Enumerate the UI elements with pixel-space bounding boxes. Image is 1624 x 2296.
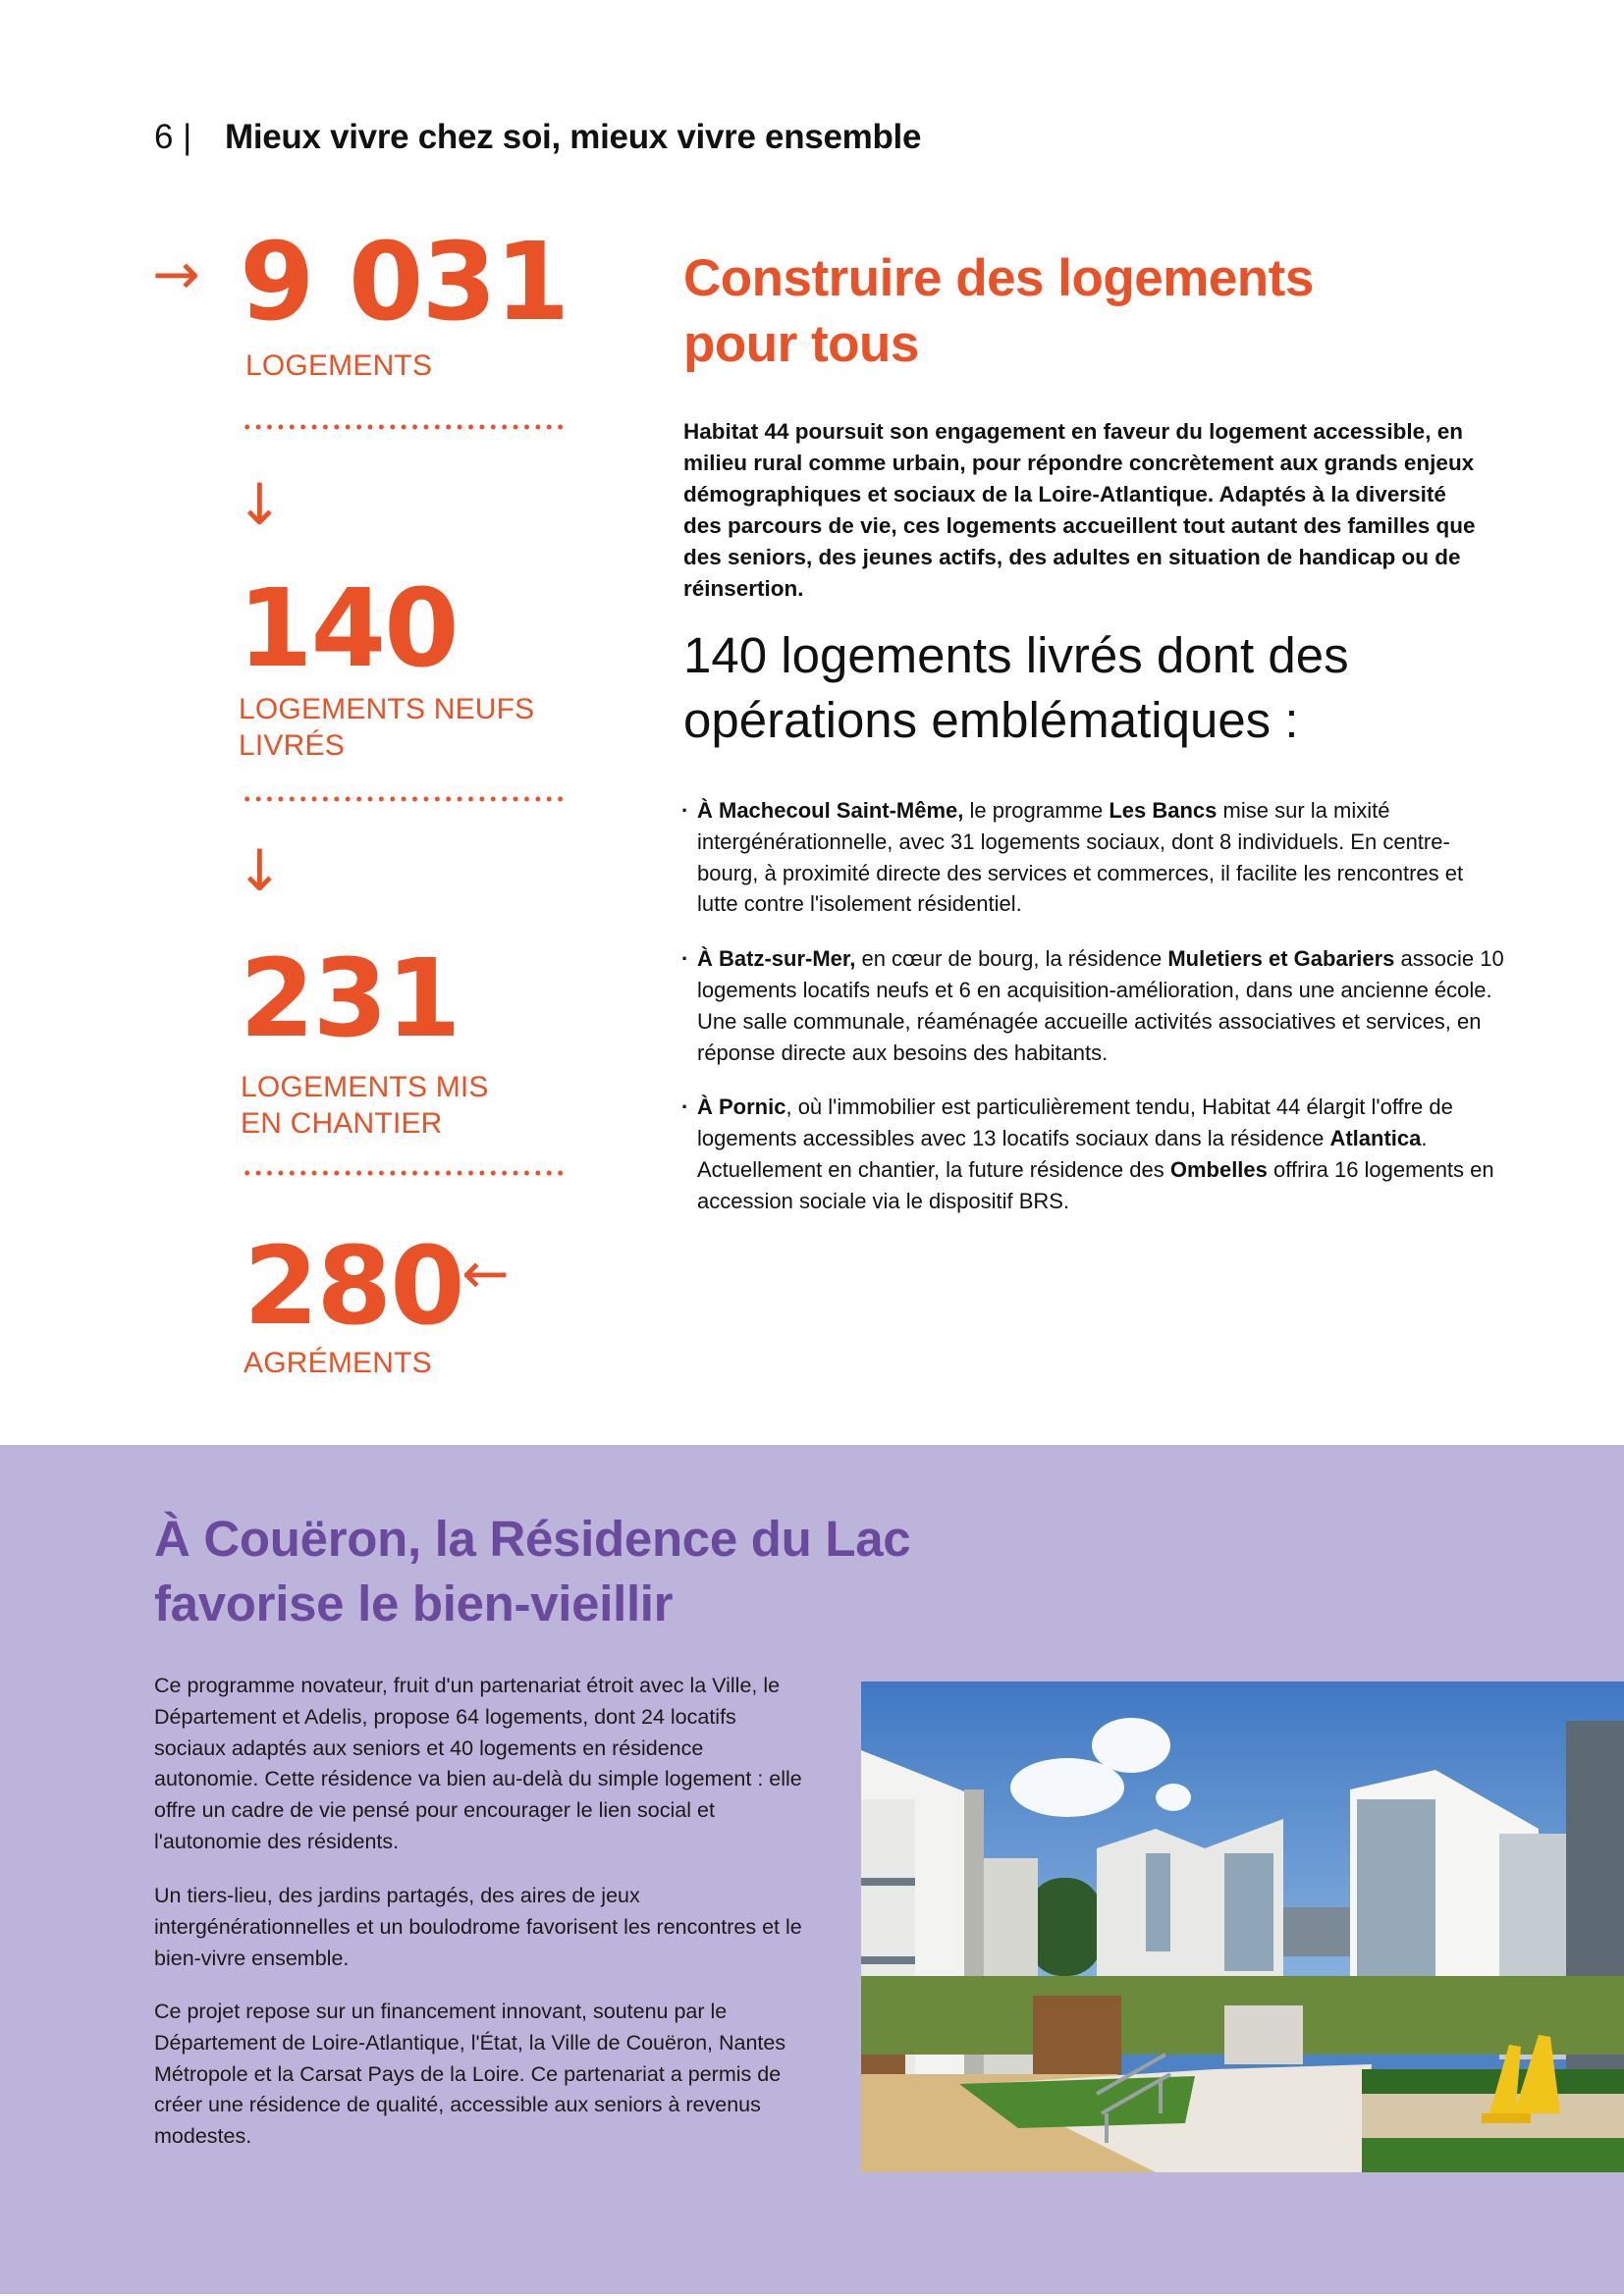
steps	[1224, 2005, 1303, 2064]
subheading-line: opérations emblématiques :	[683, 692, 1299, 748]
stat-value: 9 031	[240, 219, 568, 345]
body-text: en cœur de bourg, la résidence	[855, 946, 1168, 972]
page-header	[154, 118, 921, 157]
stat-value: 280	[244, 1223, 463, 1349]
stat-label-line: EN CHANTIER	[241, 1107, 443, 1140]
feature-paragraph: Un tiers-lieu, des jardins partagés, des aires de jeux intergénérationnelles et un boulodrome favorisent les rencontres et le bien-vivre ensemble.	[154, 1884, 802, 1970]
body-text: associe 10 logements locatifs neufs et 6 en acquisition-amélioration, dans une ancienne école. Une salle communale, réaménagée accueille activités associatives et services, en réponse directe aux besoins des habitants.	[697, 946, 1504, 1065]
emphasis-text: Muletiers et Gabariers	[1167, 946, 1395, 972]
stat-label	[241, 1069, 489, 1142]
subheading	[683, 623, 1528, 753]
emphasis-text: À Pornic	[697, 1095, 786, 1120]
emphasis-text: Ombelles	[1169, 1156, 1268, 1182]
residence-photo-illustration	[861, 1682, 1624, 2172]
feature-heading-line: À Couëron, la Résidence du Lac	[154, 1511, 911, 1567]
feature-paragraph: Ce programme novateur, fruit d'un partenariat étroit avec la Ville, le Département et Adelis, propose 64 logements, dont 24 locatifs sociaux adaptés aux seniors et 40 logements en résidence autonomie. Cette résidence va bien au-delà du simple logement : elle offre un cadre de vie pensé pour encourager le lien social et l'autonomie des résidents.	[154, 1674, 802, 1853]
emphasis-text: Les Bancs	[1109, 798, 1218, 823]
right-arrow-icon: →	[152, 240, 200, 307]
dotted-divider	[242, 424, 566, 430]
body-text: offrira 16 logements en accession sociale via le dispositif BRS.	[697, 1156, 1494, 1213]
stat-label	[245, 347, 432, 384]
stat-label-line: LIVRÉS	[239, 729, 345, 762]
body-text: . Actuellement en chantier, la future résidence des	[697, 1126, 1428, 1182]
stat-label-line: LOGEMENTS NEUFS	[239, 693, 535, 725]
dotted-divider	[242, 1170, 566, 1176]
down-arrow-icon: ↓	[236, 471, 284, 538]
emphasis-text: À Batz-sur-Mer,	[697, 946, 856, 972]
emphasis-text: À Machecoul Saint-Même,	[697, 798, 964, 823]
operation-item	[681, 943, 1506, 1068]
main-heading	[683, 245, 1489, 377]
feature-heading-line: favorise le bien-vieillir	[154, 1575, 674, 1631]
body-text: le programme	[963, 798, 1110, 823]
header-separator: |	[183, 118, 191, 156]
dotted-divider	[242, 796, 566, 802]
emphasis-text: Atlantica	[1329, 1126, 1422, 1151]
intro-paragraph: Habitat 44 poursuit son engagement en faveur du logement accessible, en milieu rural comme urbain, pour répondre concrètement aux grands enjeux démographiques et sociaux de la Loire-Atlantique. Adaptés à la diversité des parcours de vie, ces logements accueillent tout autant des familles que des seniors, des jeunes actifs, des adultes en situation de handicap ou de réinsertion.	[683, 419, 1476, 601]
page-number: 6	[154, 118, 174, 156]
operation-item	[681, 1092, 1506, 1216]
operation-item	[681, 795, 1506, 920]
stat-label-line: AGRÉMENTS	[244, 1347, 432, 1379]
heading-line: Construire des logements	[683, 249, 1314, 307]
residence-photo	[861, 1682, 1624, 2172]
stat-value: 140	[238, 565, 458, 691]
tree	[1028, 1878, 1102, 1976]
down-arrow-icon: ↓	[236, 837, 284, 904]
feature-paragraph: Ce projet repose sur un financement innovant, soutenu par le Département de Loire-Atlantique, l'État, la Ville de Couëron, Nantes Métropole et la Carsat Pays de la Loire. Ce partenariat a permis de créer une résidence de qualité, accessible aux seniors à revenus modestes.	[154, 2000, 786, 2149]
feature-heading	[154, 1507, 1038, 1636]
section-title: Mieux vivre chez soi, mieux vivre ensemble	[224, 118, 922, 156]
stat-label	[244, 1345, 432, 1381]
body-text: , où l'immobilier est particulièrement tendu, Habitat 44 élargit l'offre de logements accessibles avec 13 locatifs sociaux dans la résidence	[697, 1095, 1453, 1151]
operations-list	[681, 795, 1506, 1241]
stat-label	[239, 691, 534, 764]
heading-line: pour tous	[683, 315, 919, 373]
lawn-front	[1362, 2138, 1624, 2172]
subheading-line: 140 logements livrés dont des	[683, 627, 1349, 683]
wooden-shed	[1033, 1996, 1121, 2074]
stat-label-line: LOGEMENTS	[245, 349, 433, 382]
stat-label-line: LOGEMENTS MIS	[241, 1071, 489, 1103]
body-text: mise sur la mixité intergénérationnelle, avec 31 logements sociaux, dont 8 individuels. En centre-bourg, à proximité directe des services et commerces, il facilite les rencontres et lutte contre l'isolement résidentiel.	[697, 798, 1464, 917]
stat-value: 231	[240, 935, 460, 1061]
left-arrow-icon: ←	[461, 1240, 510, 1307]
